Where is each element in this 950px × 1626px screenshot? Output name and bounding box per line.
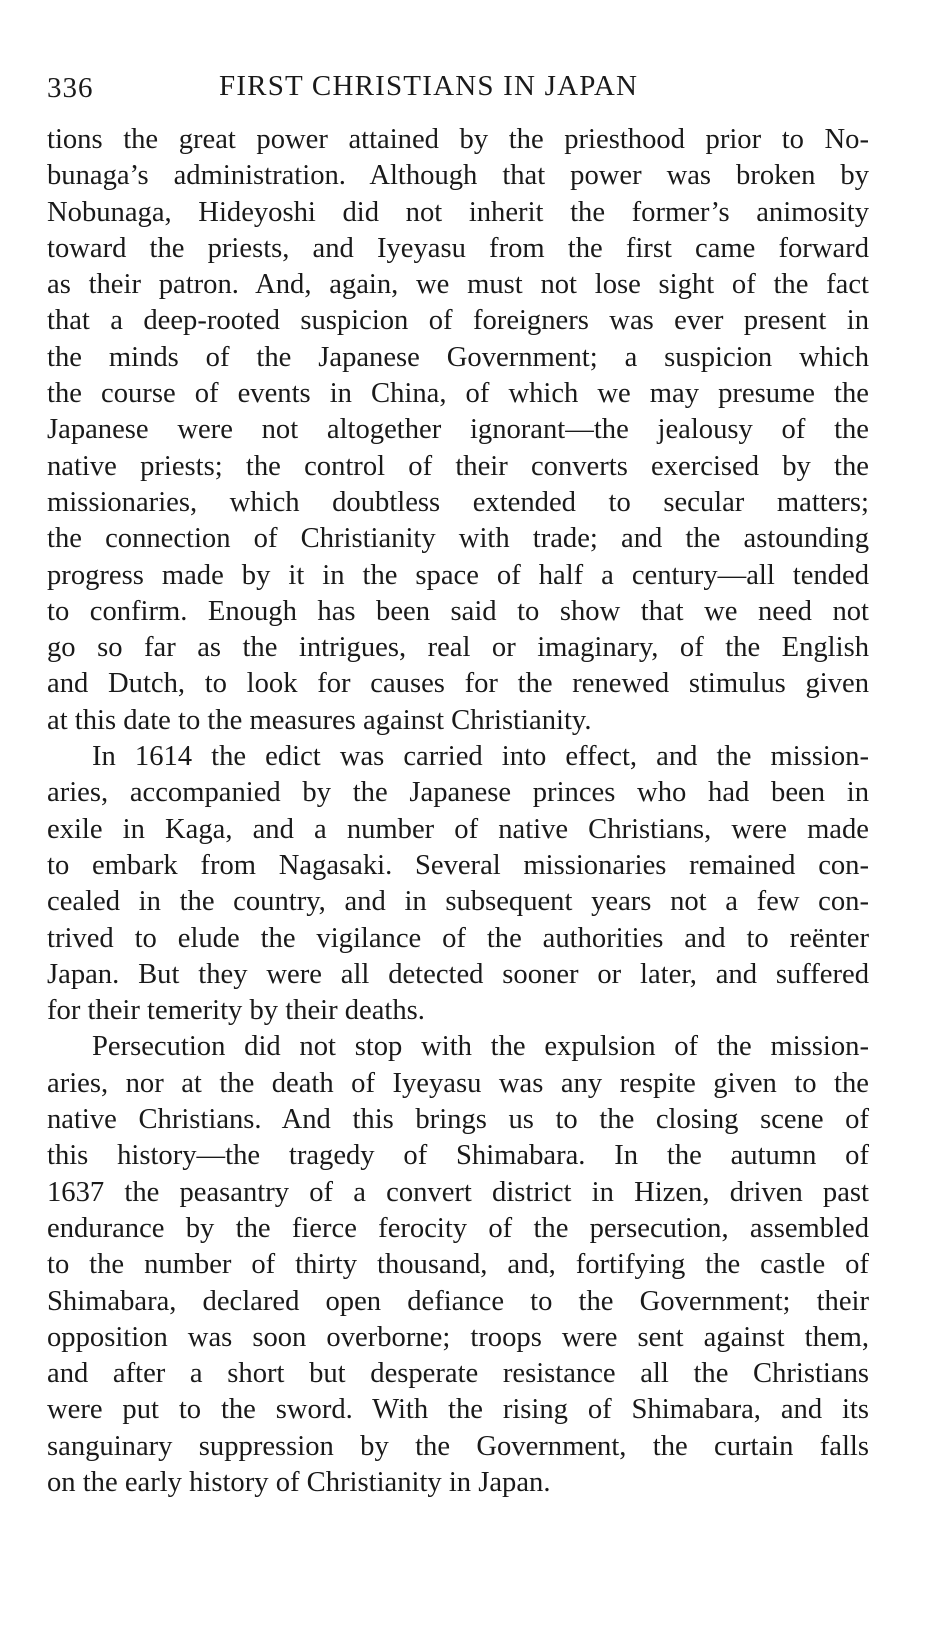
- text-line: opposition was soon overborne; troops were sent against them,: [47, 1321, 869, 1353]
- running-title: FIRST CHRISTIANS IN JAPAN: [219, 70, 639, 102]
- text-line: toward the priests, and Iyeyasu from the first came forward: [47, 232, 869, 264]
- text-line: as their patron. And, again, we must not lose sight of the fact: [47, 269, 869, 301]
- text-line: progress made by it in the space of half a century—all tended: [47, 559, 869, 591]
- text-line: Shimabara, declared open defiance to the Government; their: [47, 1285, 869, 1317]
- text-line: Nobunaga, Hideyoshi did not inherit the former’s animosity: [47, 196, 869, 228]
- text-line: for their temerity by their deaths.: [47, 995, 425, 1027]
- text-line: and Dutch, to look for causes for the renewed stimulus given: [47, 668, 869, 700]
- text-line: and after a short but desperate resistance all the Christians: [47, 1358, 869, 1390]
- text-line: bunaga’s administration. Although that power was broken by: [47, 160, 869, 192]
- text-line: aries, nor at the death of Iyeyasu was any respite given to the: [47, 1067, 869, 1099]
- paragraph: [47, 739, 869, 1029]
- text-line: exile in Kaga, and a number of native Christians, were made: [47, 813, 869, 845]
- text-line: 1637 the peasantry of a convert district in Hizen, driven past: [47, 1176, 869, 1208]
- text-line: tions the great power attained by the priesthood prior to No-: [47, 124, 869, 155]
- text-line: endurance by the fierce ferocity of the persecution, assembled: [47, 1212, 869, 1244]
- body-text: [47, 122, 869, 1501]
- text-line: that a deep-rooted suspicion of foreigners was ever present in: [47, 305, 869, 337]
- text-line: this history—the tragedy of Shimabara. In the autumn of: [47, 1140, 869, 1172]
- book-page: [47, 70, 869, 1501]
- text-line: were put to the sword. With the rising of Shimabara, and its: [47, 1394, 869, 1426]
- text-line: Japanese were not altogether ignorant—the jealousy of the: [47, 414, 869, 446]
- text-line: cealed in the country, and in subsequent years not a few con-: [47, 886, 869, 918]
- text-line: the connection of Christianity with trade; and the astounding: [47, 523, 869, 555]
- text-line: to embark from Nagasaki. Several missionaries remained con-: [47, 849, 869, 881]
- text-line: to the number of thirty thousand, and, fortifying the castle of: [47, 1249, 869, 1281]
- text-line: native Christians. And this brings us to the closing scene of: [47, 1104, 869, 1136]
- text-line: trived to elude the vigilance of the authorities and to reënter: [47, 922, 869, 954]
- text-line: missionaries, which doubtless extended to secular matters;: [47, 486, 869, 518]
- text-line: at this date to the measures against Christianity.: [47, 704, 592, 736]
- paragraph: [47, 1029, 869, 1501]
- text-line: native priests; the control of their converts exercised by the: [47, 450, 869, 482]
- text-line: aries, accompanied by the Japanese princes who had been in: [47, 777, 869, 809]
- text-line: the minds of the Japanese Government; a suspicion which: [47, 341, 869, 373]
- page-number: 336: [47, 72, 94, 104]
- text-line: In 1614 the edict was carried into effect, and the mission-: [92, 741, 869, 773]
- text-line: Persecution did not stop with the expulsion of the mission-: [92, 1031, 869, 1063]
- text-line: go so far as the intrigues, real or imaginary, of the English: [47, 632, 869, 664]
- text-line: sanguinary suppression by the Government, the curtain falls: [47, 1430, 869, 1462]
- paragraph: [47, 122, 869, 739]
- text-line: the course of events in China, of which we may presume the: [47, 378, 869, 410]
- text-line: to confirm. Enough has been said to show that we need not: [47, 595, 869, 627]
- text-line: Japan. But they were all detected sooner or later, and suffered: [47, 958, 869, 990]
- text-line: on the early history of Christianity in Japan.: [47, 1466, 551, 1498]
- running-header: [47, 70, 869, 114]
